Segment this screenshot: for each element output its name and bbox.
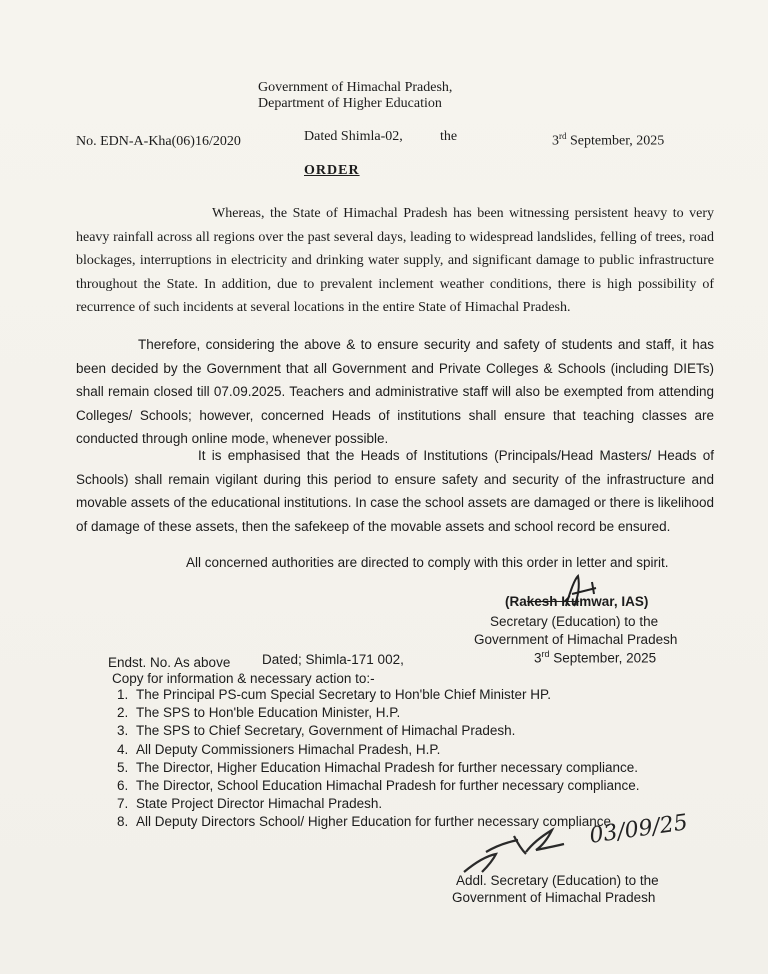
list-item: 6. The Director, School Education Himachal Pradesh for further necessary compliance. [132,777,712,795]
paragraph-comply: All concerned authorities are directed to comply with this order in letter and spirit. [186,555,669,570]
addl-secretary-designation-2: Government of Himachal Pradesh [452,890,656,905]
dated-place: Dated Shimla-02, [304,129,403,144]
signatory-name: (Rakesh Kumwar, IAS) [505,594,649,609]
list-item: 7. State Project Director Himachal Pradesh. [132,795,712,813]
list-item: 1. The Principal PS-cum Special Secretary to Hon'ble Chief Minister HP. [132,686,712,704]
endorsement-dated: Dated; Shimla-171 002, [262,652,404,667]
order-title: ORDER [304,163,360,178]
signatory-date: 3rd September, 2025 [534,649,657,666]
list-item: 2. The SPS to Hon'ble Education Minister, H.P. [132,704,712,722]
list-item: 3. The SPS to Chief Secretary, Government of Himachal Pradesh. [132,722,712,740]
dated-the: the [440,129,458,144]
header-government: Government of Himachal Pradesh, [258,80,453,95]
order-date: 3rd September, 2025 [552,131,665,149]
copy-to-line: Copy for information & necessary action to:- [112,671,375,686]
list-item: 4. All Deputy Commissioners Himachal Pradesh, H.P. [132,741,712,759]
addl-secretary-designation-1: Addl. Secretary (Education) to the [456,873,659,888]
header-department: Department of Higher Education [258,96,442,111]
signatory-designation-1: Secretary (Education) to the [490,614,659,629]
list-item: 8. All Deputy Directors School/ Higher Education for further necessary compliance. [132,813,712,831]
recipient-list [108,686,712,832]
list-item: 5. The Director, Higher Education Himachal Pradesh for further necessary compliance. [132,759,712,777]
paragraph-therefore: Therefore, considering the above & to ensure security and safety of students and staff, it has been decided by the Government that all Government and Private Colleges & Schools (including DIETs) shall remain closed till 07.09.2025. Teachers and administrative staff will also be exempted from attending Colleges/ Schools; however, concerned Heads of institutions shall ensure that teaching classes are conducted through online mode, whenever possible. [76,337,714,446]
endorsement-number: Endst. No. As above [108,655,231,670]
paragraph-emphasised: It is emphasised that the Heads of Institutions (Principals/Head Masters/ Heads of Schools) shall remain vigilant during this period to ensure safety and security of the infrastructure and movable assets of the educational institutions. In case the school assets are damaged or there is likelihood of damage of these assets, then the safekeep of the movable assets and school record be ensured. [76,448,714,534]
signatory-designation-2: Government of Himachal Pradesh [474,632,678,647]
paragraph-whereas: Whereas, the State of Himachal Pradesh has been witnessing persistent heavy to very heavy rainfall across all regions over the past several days, leading to widespread landslides, felling of trees, road blockages, interruptions in electricity and drinking water supply, and significant damage to public infrastructure throughout the State. In addition, due to prevalent inclement weather conditions, there is high possibility of recurrence of such incidents at several locations in the entire State of Himachal Pradesh. [76,206,714,315]
handwritten-date: 03/09/25 [588,810,690,849]
reference-number: No. EDN-A-Kha(06)16/2020 [76,134,241,149]
